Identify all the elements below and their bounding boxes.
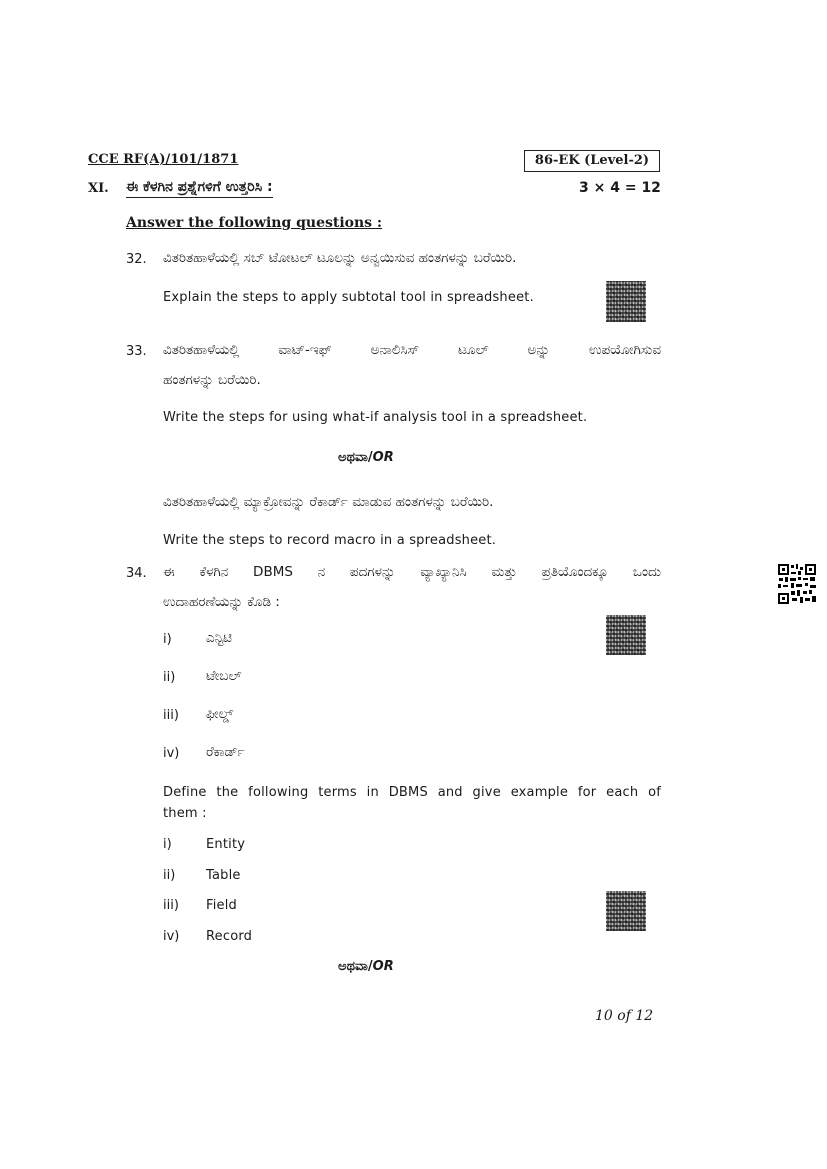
list-item-text: Entity	[206, 837, 246, 852]
list-item-text: ಟೇಬಲ್	[206, 668, 242, 684]
list-item-number: ii)	[163, 670, 176, 685]
list-item-number: ii)	[163, 868, 176, 883]
question-34-kn-line1: ಈ ಕೆಳಗಿನ DBMS ನ ಪದಗಳನ್ನು ವ್ಯಾಖ್ಯಾನಿಸಿ ಮತ್ತು ಪ್ರತಿಯೊಂದಕ್ಕೂ ಒಂದು	[163, 564, 661, 580]
question-number: 33.	[126, 344, 147, 359]
page-number	[595, 1008, 653, 1024]
or-separator: /	[367, 450, 373, 465]
list-item-text: ಫೀಲ್ಡ್	[206, 706, 234, 722]
qr-code-image	[606, 281, 646, 322]
or-en: OR	[372, 450, 394, 465]
qr-code-image	[606, 615, 646, 655]
question-33-en: Write the steps for using what-if analysis tool in a spreadsheet.	[163, 410, 588, 425]
paper-code: CCE RF(A)/101/1871	[88, 152, 239, 167]
or-divider	[338, 959, 394, 974]
or-kn: ಅಥವಾ	[338, 959, 368, 974]
section-title-kn: ಈ ಕೆಳಗಿನ ಪ್ರಶ್ನೆಗಳಿಗೆ ಉತ್ತರಿಸಿ :	[126, 179, 273, 198]
section-marks: 3 × 4 = 12	[579, 180, 661, 196]
list-item-number: iv)	[163, 746, 180, 761]
section-title-en: Answer the following questions :	[126, 215, 383, 231]
question-33-alt-en: Write the steps to record macro in a spreadsheet.	[163, 533, 497, 548]
question-34-en-line2: them :	[163, 806, 207, 821]
list-item-number: iii)	[163, 708, 179, 723]
list-item-number: i)	[163, 837, 172, 852]
list-item-text: Field	[206, 898, 238, 913]
list-item-text: ರೆಕಾರ್ಡ್	[206, 744, 245, 760]
qr-code-image	[606, 891, 646, 931]
question-32-en: Explain the steps to apply subtotal tool in spreadsheet.	[163, 290, 534, 305]
question-33-kn-line1: ವಿತರಿತಹಾಳೆಯಲ್ಲಿ ವಾಟ್-ಇಫ್ ಅನಾಲಿಸಿಸ್ ಟೂಲ್ ಅನ್ನು ಉಪಯೋಗಿಸುವ	[163, 342, 661, 358]
page-of: of	[617, 1008, 631, 1024]
side-qr-code	[777, 563, 817, 605]
section-number: XI.	[88, 181, 109, 196]
question-33-kn-line2: ಹಂತಗಳನ್ನು ಬರೆಯಿರಿ.	[163, 372, 261, 388]
or-divider	[338, 450, 394, 465]
or-separator: /	[367, 959, 373, 974]
question-34-kn-line2: ಉದಾಹರಣೆಯನ್ನು ಕೊಡಿ :	[163, 594, 280, 610]
or-en: OR	[372, 959, 394, 974]
or-kn: ಅಥವಾ	[338, 450, 368, 465]
list-item-text: Table	[206, 868, 241, 883]
list-item-text: Record	[206, 929, 253, 944]
list-item-number: i)	[163, 632, 172, 647]
question-33-alt-kn: ವಿತರಿತಹಾಳೆಯಲ್ಲಿ ಮ್ಯಾಕ್ರೋವನ್ನು ರೆಕಾರ್ಡ್ ಮಾಡುವ ಹಂತಗಳನ್ನು ಬರೆಯಿರಿ.	[163, 494, 494, 510]
page-current: 10	[595, 1008, 613, 1024]
question-34-en-line1: Define the following terms in DBMS and give example for each of	[163, 785, 661, 800]
subject-code-box: 86-EK (Level-2)	[524, 150, 660, 172]
question-number: 34.	[126, 566, 147, 581]
qr-code-graphic	[777, 563, 817, 605]
list-item-number: iv)	[163, 929, 180, 944]
list-item-text: ಎನ್ಟಿಟಿ	[206, 630, 232, 646]
page-total: 12	[635, 1008, 654, 1024]
list-item-number: iii)	[163, 898, 179, 913]
question-number: 32.	[126, 252, 147, 267]
question-32-kn: ವಿತರಿತಹಾಳೆಯಲ್ಲಿ ಸಬ್ ಟೋಟಲ್ ಟೂಲನ್ನು ಅನ್ವಯಿಸುವ ಹಂತಗಳನ್ನು ಬರೆಯಿರಿ.	[163, 250, 517, 266]
